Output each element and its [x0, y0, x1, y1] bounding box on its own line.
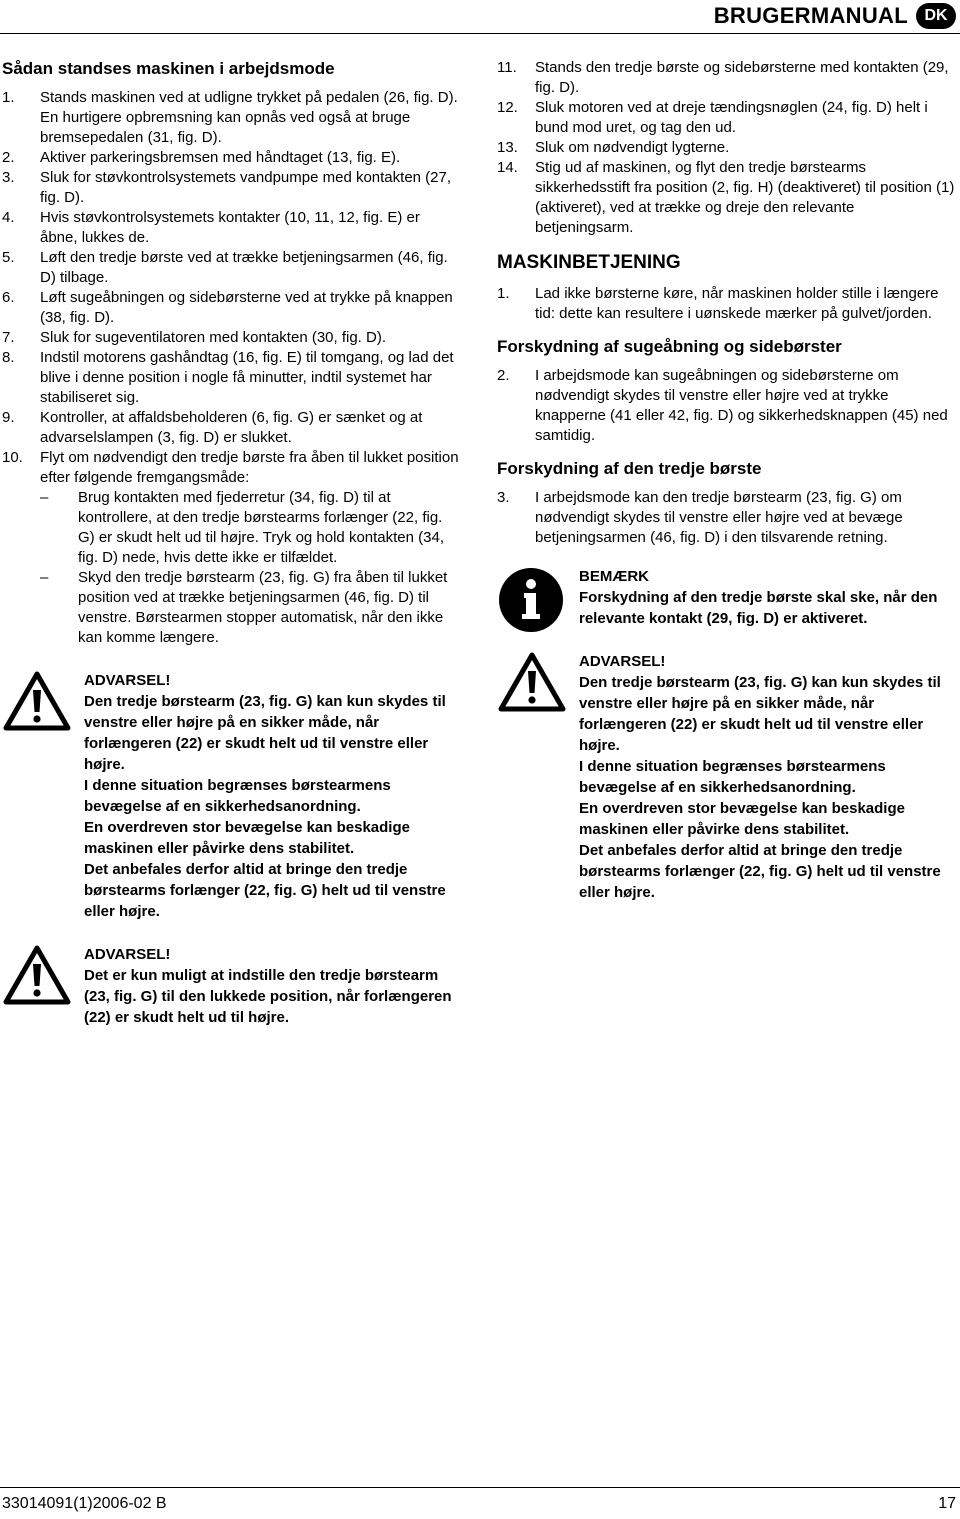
- warning-text: Det er kun muligt at indstille den tredje børstearm (23, fig. G) til den lukkede position, når forlængeren (22) er skudt helt ud til højre.: [84, 967, 452, 1026]
- list-item: [2, 208, 460, 248]
- dash-text: Skyd den tredje børstearm (23, fig. G) fra åben til lukket position ved at trække betjeningsarmen (46, fig. D) til venstre. Børstearmen stopper automatisk, når den ikke kan komme længere.: [78, 569, 448, 646]
- step-number: 3.: [497, 489, 510, 506]
- list-item: [2, 408, 460, 448]
- list-item: [40, 488, 460, 568]
- header-divider: [0, 33, 960, 34]
- dash-bullet: –: [40, 489, 49, 506]
- step-text: Sluk for støvkontrolsystemets vandpumpe med kontakten (27, fig. D).: [40, 169, 452, 206]
- list-item: [2, 248, 460, 288]
- step-number: 12.: [497, 99, 518, 116]
- step-text: Aktiver parkeringsbremsen med håndtaget (13, fig. E).: [40, 149, 401, 166]
- step-text: I arbejdsmode kan sugeåbningen og sidebørsterne om nødvendigt skydes til venstre eller højre ved at trykke knapperne (41 eller 42, fig. D) og sikkerhedsknappen (45) ned samtidig.: [535, 367, 948, 444]
- list-item: [497, 58, 955, 98]
- language-badge: DK: [916, 3, 956, 29]
- warning-triangle-icon: [497, 651, 571, 725]
- step-text: Flyt om nødvendigt den tredje børste fra åben til lukket position efter følgende fremgangsmåde:: [40, 449, 459, 486]
- list-item: [2, 88, 460, 148]
- step-number: 13.: [497, 139, 518, 156]
- section-title-stop: Sådan standses maskinen i arbejdsmode: [2, 59, 335, 78]
- list-item: [497, 158, 955, 238]
- section-title-operation: MASKINBETJENING: [497, 252, 681, 273]
- warning-text: Den tredje børstearm (23, fig. G) kan kun skydes til venstre eller højre på en sikker måde, når forlængeren (22) er skudt helt ud til venstre eller højre.: [84, 693, 446, 773]
- step-text: Løft den tredje børste ved at trække betjeningsarmen (46, fig. D) tilbage.: [40, 249, 448, 286]
- list-item: [40, 568, 460, 648]
- step-number: 3.: [2, 169, 15, 186]
- list-item: [497, 488, 955, 548]
- footer-divider: [0, 1487, 960, 1488]
- subsection-title-third-brush: Forskydning af den tredje børste: [497, 459, 762, 478]
- operation-steps-list: [497, 284, 955, 324]
- step-text: Indstil motorens gashåndtag (16, fig. E) til tomgang, og lad det blive i denne position i nogle få minutter, indtil systemet har stabiliseret sig.: [40, 349, 454, 406]
- note-block: [497, 566, 955, 629]
- list-item: [2, 288, 460, 328]
- list-item: [497, 138, 955, 158]
- step-number: 2.: [2, 149, 15, 166]
- warning-block: [2, 670, 460, 922]
- step-text: Stands maskinen ved at udligne trykket på pedalen (26, fig. D).: [40, 89, 458, 106]
- step-text: Løft sugeåbningen og sidebørsterne ved at trykke på knappen (38, fig. D).: [40, 289, 453, 326]
- warning-text: Det anbefales derfor altid at bringe den tredje børstearms forlænger (22, fig. G) helt ud til venstre eller højre.: [579, 842, 941, 901]
- third-brush-steps-list: [497, 488, 955, 548]
- list-item: [497, 366, 955, 446]
- warning-title: ADVARSEL!: [84, 672, 171, 689]
- warning-triangle-icon: [2, 670, 76, 744]
- note-text: Forskydning af den tredje børste skal ske, når den relevante kontakt (29, fig. D) er aktiveret.: [579, 589, 938, 627]
- step-text: Stands den tredje børste og sidebørsterne med kontakten (29, fig. D).: [535, 59, 949, 96]
- list-item: [2, 168, 460, 208]
- manual-title: BRUGERMANUAL: [713, 3, 908, 28]
- step-number: 2.: [497, 367, 510, 384]
- step-text: Sluk om nødvendigt lygterne.: [535, 139, 730, 156]
- step-note: En hurtigere opbremsning kan opnås ved også at bruge bremsepedalen (31, fig. D).: [40, 109, 411, 146]
- step-number: 10.: [2, 449, 23, 466]
- step-number: 7.: [2, 329, 15, 346]
- warning-text: En overdreven stor bevægelse kan beskadige maskinen eller påvirke dens stabilitet.: [579, 800, 905, 838]
- list-item: [2, 348, 460, 408]
- stop-steps-list: [2, 88, 460, 648]
- stop-steps-list-continued: [497, 58, 955, 238]
- dash-bullet: –: [40, 569, 49, 586]
- warning-text: I denne situation begrænses børstearmens bevægelse af en sikkerhedsanordning.: [84, 777, 391, 815]
- step-text: Lad ikke børsterne køre, når maskinen holder stille i længere tid: dette kan resultere i uønskede mærker på gulvet/jorden.: [535, 285, 939, 322]
- step-number: 14.: [497, 159, 518, 176]
- list-item: [2, 148, 460, 168]
- step-number: 4.: [2, 209, 15, 226]
- procedure-dash-list: [40, 488, 460, 648]
- step-number: 11.: [497, 59, 517, 76]
- step-text: Sluk for sugeventilatoren med kontakten (30, fig. D).: [40, 329, 387, 346]
- info-icon: [497, 566, 571, 640]
- step-text: Sluk motoren ved at dreje tændingsnøglen (24, fig. D) helt i bund mod uret, og tag den ud.: [535, 99, 928, 136]
- step-number: 8.: [2, 349, 15, 366]
- right-column: [497, 58, 955, 903]
- subsection-title-suction: Forskydning af sugeåbning og sidebørster: [497, 337, 842, 356]
- warning-title: ADVARSEL!: [84, 946, 171, 963]
- suction-steps-list: [497, 366, 955, 446]
- step-text: Hvis støvkontrolsystemets kontakter (10, 11, 12, fig. E) er åbne, lukkes de.: [40, 209, 420, 246]
- page-number: 17: [938, 1495, 956, 1512]
- document-code: 33014091(1)2006-02 B: [2, 1495, 167, 1512]
- warning-block: [2, 944, 460, 1028]
- step-number: 1.: [497, 285, 510, 302]
- warning-block: [497, 651, 955, 903]
- list-item: [497, 98, 955, 138]
- note-title: BEMÆRK: [579, 568, 649, 585]
- warning-text: Den tredje børstearm (23, fig. G) kan kun skydes til venstre eller højre på en sikker måde, når forlængeren (22) er skudt helt ud til venstre eller højre.: [579, 674, 941, 754]
- step-text: I arbejdsmode kan den tredje børstearm (23, fig. G) om nødvendigt skydes til venstre eller højre ved at bevæge betjeningsarmen (46, fig. D) i den tilsvarende retning.: [535, 489, 903, 546]
- warning-triangle-icon: [2, 944, 76, 1018]
- warning-text: Det anbefales derfor altid at bringe den tredje børstearms forlænger (22, fig. G) helt ud til venstre eller højre.: [84, 861, 446, 920]
- step-text: Stig ud af maskinen, og flyt den tredje børstearms sikkerhedsstift fra position (2, fig. H) (deaktiveret) til position (1) (aktiveret), ved at trække og dreje den relevante betjeningsarm.: [535, 159, 955, 236]
- list-item: [2, 328, 460, 348]
- list-item: [497, 284, 955, 324]
- step-number: 9.: [2, 409, 15, 426]
- step-number: 5.: [2, 249, 15, 266]
- warning-title: ADVARSEL!: [579, 653, 666, 670]
- list-item: [2, 448, 460, 648]
- warning-text: I denne situation begrænses børstearmens bevægelse af en sikkerhedsanordning.: [579, 758, 886, 796]
- step-number: 6.: [2, 289, 15, 306]
- left-column: [2, 58, 460, 1028]
- dash-text: Brug kontakten med fjederretur (34, fig. D) til at kontrollere, at den tredje børstearms forlænger (22, fig. G) er skudt helt ud til højre. Tryk og hold kontakten (34, fig. D) nede, hvis dette ikke er tilfældet.: [78, 489, 445, 566]
- warning-text: En overdreven stor bevægelse kan beskadige maskinen eller påvirke dens stabilitet.: [84, 819, 410, 857]
- step-text: Kontroller, at affaldsbeholderen (6, fig. G) er sænket og at advarselslampen (3, fig. D) er slukket.: [40, 409, 423, 446]
- step-number: 1.: [2, 89, 15, 106]
